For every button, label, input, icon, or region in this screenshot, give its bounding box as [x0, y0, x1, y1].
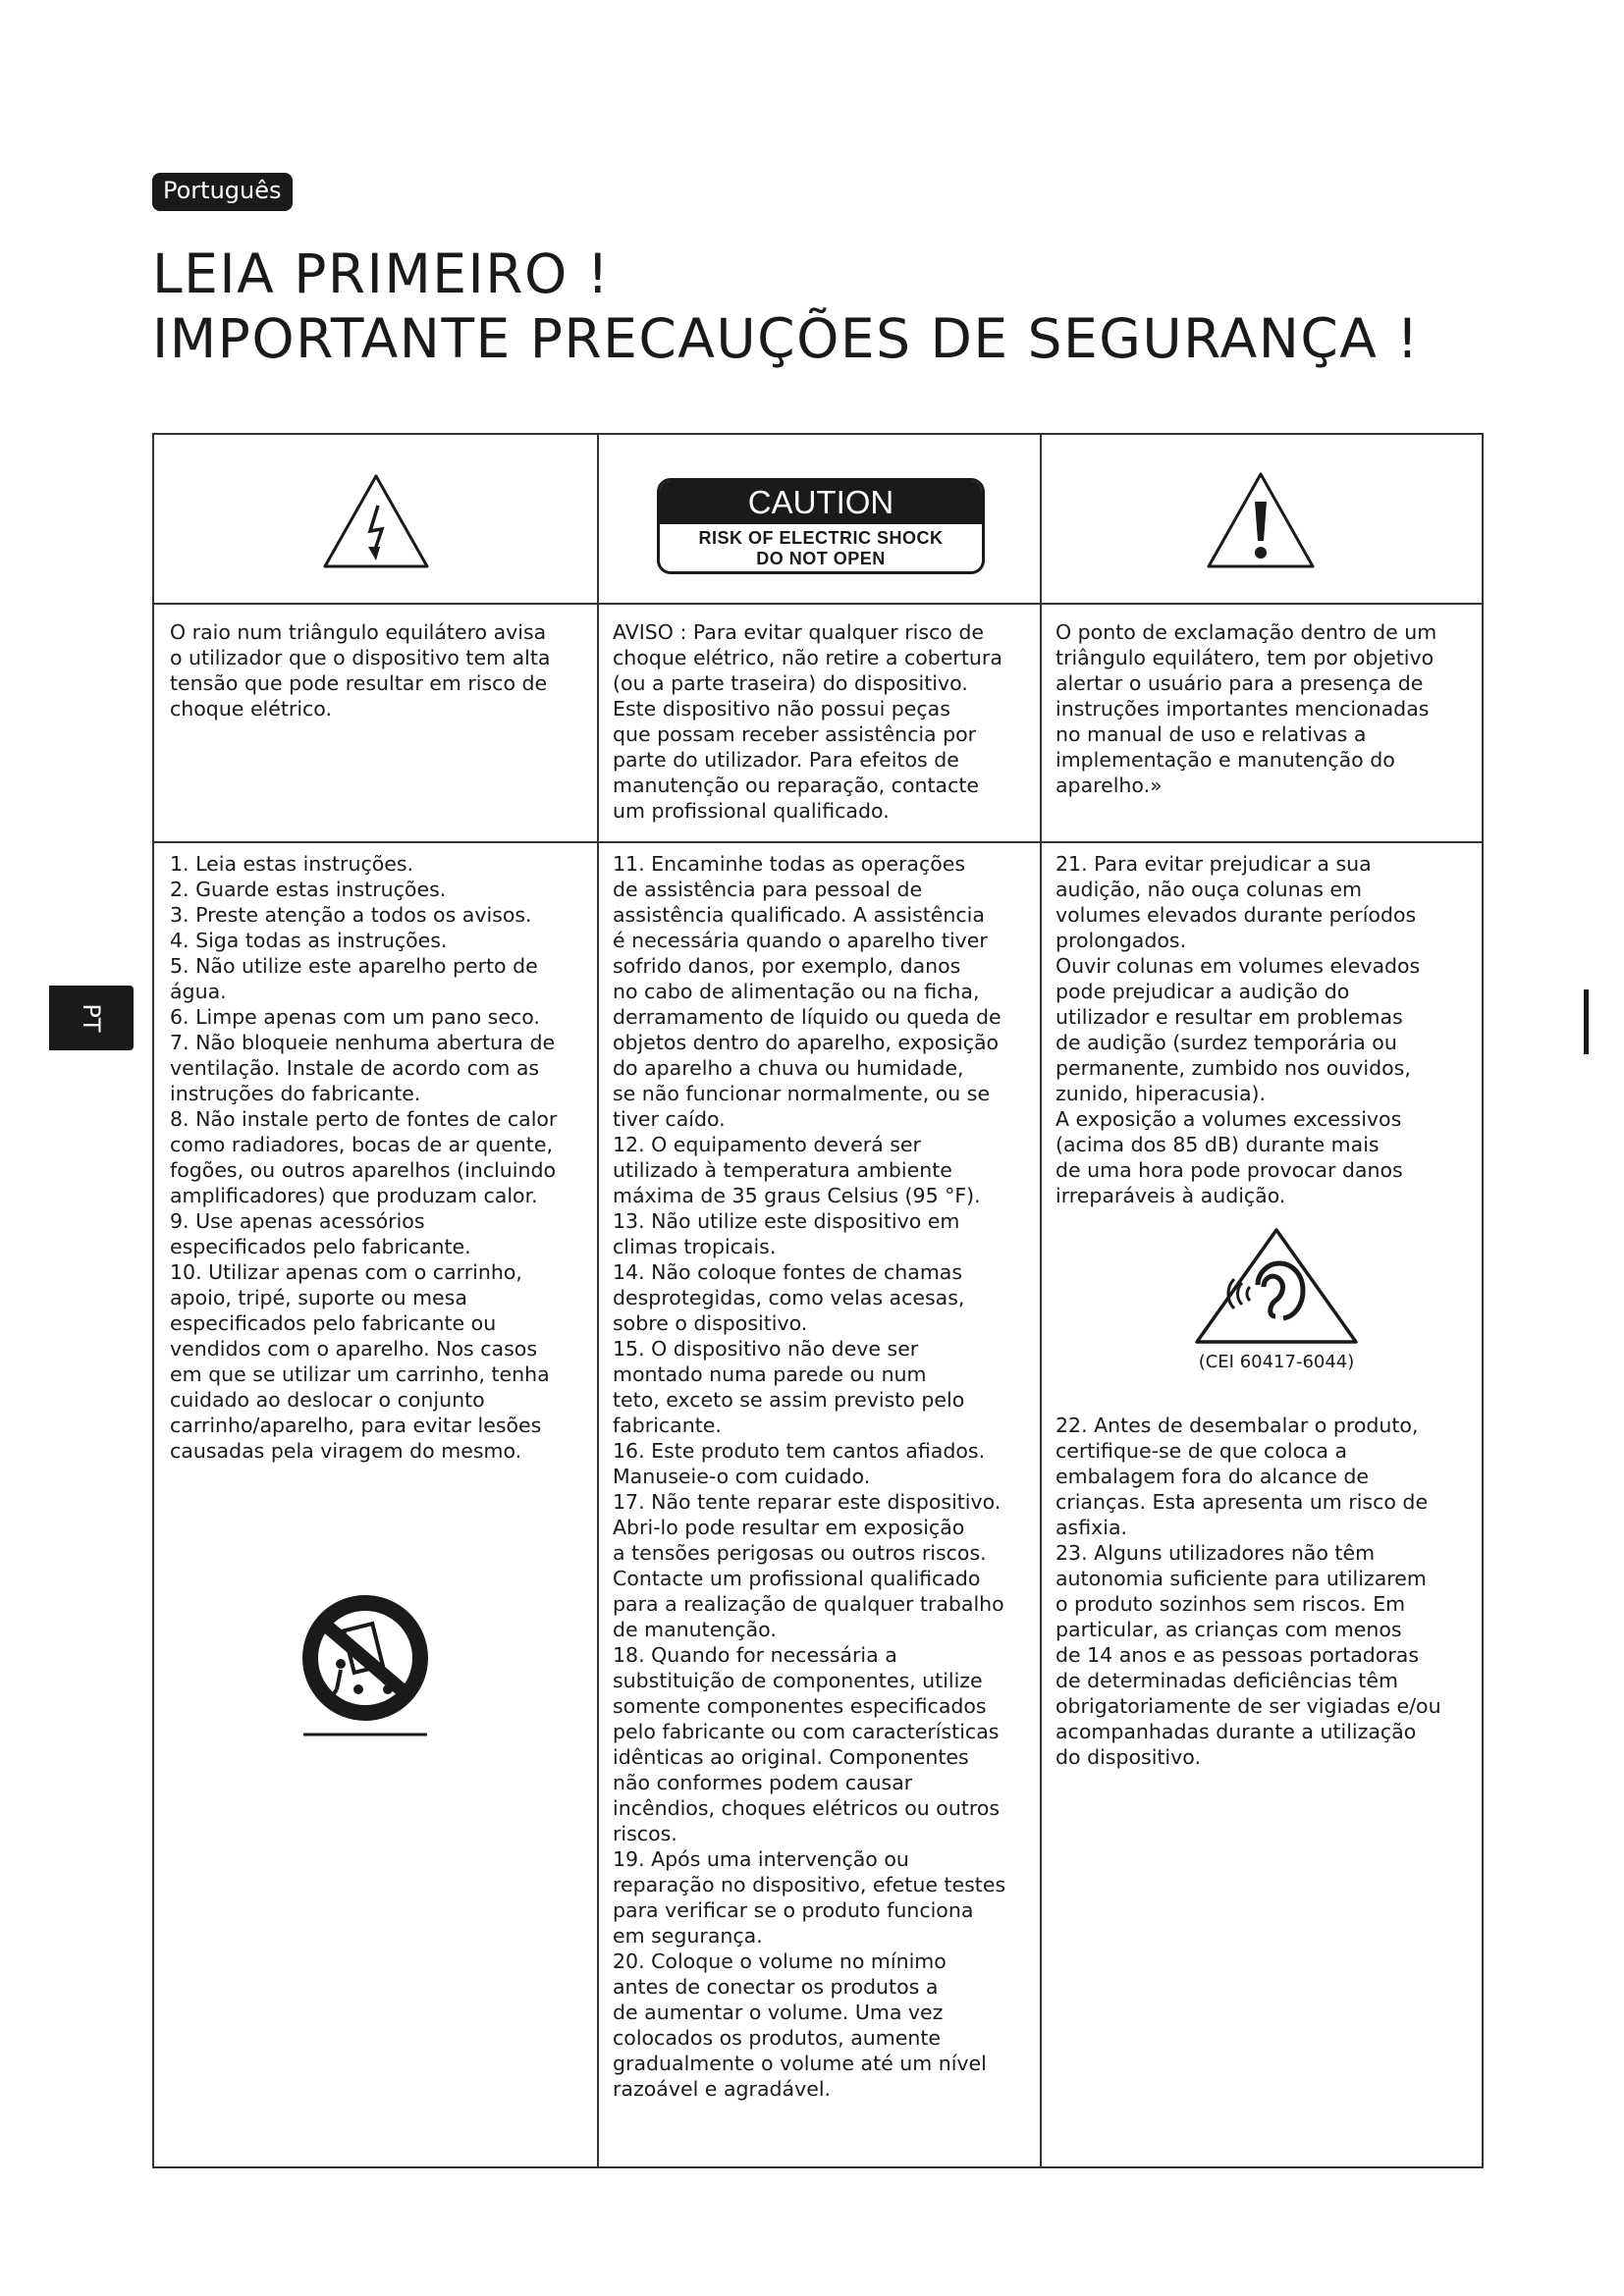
page-title-line-1: LEIA PRIMEIRO ! [152, 242, 611, 305]
instruction-line: 19. Após uma intervenção ou [613, 1847, 909, 1871]
instruction-line: certifique-se de que coloca a [1056, 1439, 1348, 1463]
instruction-line: de aumentar o volume. Uma vez [613, 2001, 944, 2024]
side-tab-label: PT [78, 1003, 105, 1033]
instruction-line: carrinho/aparelho, para evitar lesões [170, 1414, 542, 1437]
instruction-line: de uma hora pode provocar danos [1056, 1158, 1403, 1182]
instruction-line: de audição (surdez temporária ou [1056, 1031, 1397, 1054]
instruction-line: riscos. [613, 1822, 677, 1845]
language-side-tab [49, 986, 134, 1050]
instruction-line: no cabo de alimentação ou na ficha, [613, 980, 980, 1003]
description-line: triângulo equilátero, tem por objetivo [1056, 646, 1435, 669]
instruction-line: desprotegidas, como velas acesas, [613, 1286, 965, 1309]
safety-table [152, 433, 1484, 2168]
instructions-column-3-top [1040, 851, 1484, 1208]
instruction-line: amplificadores) que produzam calor. [170, 1184, 538, 1207]
instruction-line: reparação no dispositivo, efetue testes [613, 1873, 1006, 1896]
row-divider [154, 603, 1482, 605]
instruction-line: do aparelho a chuva ou humidade, [613, 1056, 964, 1080]
instruction-line: montado numa parede ou num [613, 1362, 927, 1386]
instruction-line: Contacte um profissional qualificado [613, 1567, 981, 1590]
row-divider [154, 841, 1482, 843]
instruction-line: acompanhadas durante a utilização [1056, 1720, 1417, 1743]
instruction-line: 8. Não instale perto de fontes de calor [170, 1107, 558, 1131]
instruction-line: de manutenção. [613, 1618, 777, 1641]
instruction-line: a tensões perigosas ou outros riscos. [613, 1541, 987, 1565]
description-line: parte do utilizador. Para efeitos de [613, 748, 959, 772]
instruction-line: Manuseie-o com cuidado. [613, 1465, 871, 1488]
instruction-line: climas tropicais. [613, 1235, 777, 1258]
instruction-line: cuidado ao deslocar o conjunto [170, 1388, 485, 1412]
instruction-line: prolongados. [1056, 929, 1187, 952]
instruction-line: gradualmente o volume até um nível [613, 2052, 987, 2075]
description-line: O ponto de exclamação dentro de um [1056, 620, 1437, 644]
instruction-line: tiver caído. [613, 1107, 726, 1131]
instruction-line: 23. Alguns utilizadores não têm [1056, 1541, 1376, 1565]
instruction-line: ventilação. Instale de acordo com as [170, 1056, 540, 1080]
instruction-line: causadas pela viragem do mesmo. [170, 1439, 522, 1463]
description-line: Este dispositivo não possui peças [613, 697, 950, 721]
description-line: implementação e manutenção do [1056, 748, 1395, 772]
caution-sign [657, 478, 985, 574]
description-line: instruções importantes mencionadas [1056, 697, 1430, 721]
instruction-line: utilizador e resultar em problemas [1056, 1005, 1403, 1029]
instruction-line: se não funcionar normalmente, ou se [613, 1082, 991, 1105]
instruction-line: zunido, hiperacusia). [1056, 1082, 1267, 1105]
exclamation-description [1040, 619, 1484, 798]
instruction-line: como radiadores, bocas de ar quente, [170, 1133, 553, 1156]
instruction-line: fabricante. [613, 1414, 722, 1437]
instruction-line: é necessária quando o aparelho tiver [613, 929, 988, 952]
instruction-line: sobre o dispositivo. [613, 1311, 808, 1335]
instruction-line: 22. Antes de desembalar o produto, [1056, 1414, 1419, 1437]
instruction-line: substituição de componentes, utilize [613, 1669, 983, 1692]
instruction-line: 7. Não bloqueie nenhuma abertura de [170, 1031, 556, 1054]
instruction-line: autonomia suficiente para utilizarem [1056, 1567, 1427, 1590]
instruction-line: irreparáveis à audição. [1056, 1184, 1286, 1207]
description-line: aparelho.» [1056, 774, 1163, 797]
instructions-column-1 [154, 851, 597, 1464]
instruction-line: volumes elevados durante períodos [1056, 903, 1417, 927]
instruction-line: 1. Leia estas instruções. [170, 852, 414, 876]
instruction-line: 3. Preste atenção a todos os avisos. [170, 903, 532, 927]
instruction-line: objetos dentro do aparelho, exposição [613, 1031, 1000, 1054]
lightning-description [154, 619, 597, 721]
instruction-line: para verificar se o produto funciona [613, 1898, 974, 1922]
description-line: que possam receber assistência por [613, 722, 977, 746]
instruction-line: vendidos com o aparelho. Nos casos [170, 1337, 537, 1361]
instruction-line: do dispositivo. [1056, 1745, 1201, 1769]
page-title [152, 241, 1420, 371]
instruction-line: colocados os produtos, aumente [613, 2026, 941, 2050]
instruction-line: 9. Use apenas acessórios [170, 1209, 425, 1233]
instruction-line: Abri-lo pode resultar em exposição [613, 1516, 965, 1539]
exclamation-triangle-icon [1205, 470, 1317, 570]
instruction-line: 17. Não tente reparar este dispositivo. [613, 1490, 1001, 1514]
instruction-line: de 14 anos e as pessoas portadoras [1056, 1643, 1420, 1667]
page-edge-marker [1584, 989, 1589, 1054]
instruction-line: 20. Coloque o volume no mínimo [613, 1949, 947, 1973]
instruction-line: de determinadas deficiências têm [1056, 1669, 1398, 1692]
instruction-line: 11. Encaminhe todas as operações [613, 852, 966, 876]
instructions-column-2 [597, 851, 1040, 2102]
description-line: O raio num triângulo equilátero avisa [170, 620, 547, 644]
instruction-line: em que se utilizar um carrinho, tenha [170, 1362, 550, 1386]
description-line: choque elétrico. [170, 697, 332, 721]
instruction-line: apoio, tripé, suporte ou mesa [170, 1286, 467, 1309]
instruction-line: permanente, zumbido nos ouvidos, [1056, 1056, 1411, 1080]
description-line: tensão que pode resultar em risco de [170, 671, 548, 695]
description-line: o utilizador que o dispositivo tem alta [170, 646, 551, 669]
instruction-line: Ouvir colunas em volumes elevados [1056, 954, 1421, 978]
instruction-line: especificados pelo fabricante. [170, 1235, 471, 1258]
instruction-line: audição, não ouça colunas em [1056, 878, 1363, 901]
instruction-line: especificados pelo fabricante ou [170, 1311, 497, 1335]
description-line: um profissional qualificado. [613, 799, 890, 823]
hearing-damage-icon [1193, 1226, 1360, 1346]
hearing-symbol-caption: (CEI 60417-6044) [1198, 1352, 1355, 1372]
instruction-line: somente componentes especificados [613, 1694, 987, 1718]
instruction-line: para a realização de qualquer trabalho [613, 1592, 1004, 1616]
instruction-line: idênticas ao original. Componentes [613, 1745, 969, 1769]
instruction-line: 18. Quando for necessária a [613, 1643, 897, 1667]
instruction-line: de assistência para pessoal de [613, 878, 923, 901]
description-line: (ou a parte traseira) do dispositivo. [613, 671, 968, 695]
instruction-line: 12. O equipamento deverá ser [613, 1133, 921, 1156]
instruction-line: (acima dos 85 dB) durante mais [1056, 1133, 1380, 1156]
instruction-line: máxima de 35 graus Celsius (95 °F). [613, 1184, 981, 1207]
instruction-line: razoável e agradável. [613, 2077, 832, 2101]
instruction-line: água. [170, 980, 227, 1003]
instruction-line: antes de conectar os produtos a [613, 1975, 939, 1999]
instruction-line: 13. Não utilize este dispositivo em [613, 1209, 960, 1233]
instruction-line: incêndios, choques elétricos ou outros [613, 1796, 1001, 1820]
instruction-line: fogões, ou outros aparelhos (incluindo [170, 1158, 557, 1182]
instruction-line: pelo fabricante ou com características [613, 1720, 1000, 1743]
instruction-line: embalagem fora do alcance de [1056, 1465, 1369, 1488]
instruction-line: asfixia. [1056, 1516, 1128, 1539]
instruction-line: 16. Este produto tem cantos afiados. [613, 1439, 986, 1463]
instructions-column-3-bottom [1040, 1413, 1484, 1770]
instruction-line: 6. Limpe apenas com um pano seco. [170, 1005, 540, 1029]
instruction-line: sofrido danos, por exemplo, danos [613, 954, 961, 978]
instruction-line: A exposição a volumes excessivos [1056, 1107, 1402, 1131]
language-badge: Português [152, 173, 293, 211]
instruction-line: 14. Não coloque fontes de chamas [613, 1260, 963, 1284]
instruction-line: instruções do fabricante. [170, 1082, 421, 1105]
page-title-line-2: IMPORTANTE PRECAUÇÕES DE SEGURANÇA ! [152, 307, 1420, 370]
description-line: AVISO : Para evitar qualquer risco de [613, 620, 984, 644]
cart-tip-over-warning-icon [290, 1587, 441, 1742]
caution-sign-title: CAUTION [660, 481, 982, 524]
description-line: alertar o usuário para a presença de [1056, 671, 1424, 695]
caution-sign-line-1: RISK OF ELECTRIC SHOCK [698, 528, 944, 548]
instruction-line: 2. Guarde estas instruções. [170, 878, 447, 901]
instruction-line: particular, as crianças com menos [1056, 1618, 1402, 1641]
instruction-line: derramamento de líquido ou queda de [613, 1005, 1001, 1029]
instruction-line: em segurança. [613, 1924, 763, 1948]
instruction-line: 5. Não utilize este aparelho perto de [170, 954, 538, 978]
instruction-line: 15. O dispositivo não deve ser [613, 1337, 919, 1361]
instruction-line: o produto sozinhos sem riscos. Em [1056, 1592, 1406, 1616]
lightning-triangle-icon [321, 472, 431, 570]
instruction-line: teto, exceto se assim previsto pelo [613, 1388, 965, 1412]
instruction-line: crianças. Esta apresenta um risco de [1056, 1490, 1429, 1514]
hearing-warning-symbol [1173, 1226, 1380, 1372]
instruction-line: 21. Para evitar prejudicar a sua [1056, 852, 1372, 876]
description-line: manutenção ou reparação, contacte [613, 774, 979, 797]
instruction-line: não conformes podem causar [613, 1771, 913, 1794]
description-line: no manual de uso e relativas a [1056, 722, 1367, 746]
description-line: choque elétrico, não retire a cobertura [613, 646, 1002, 669]
caution-description [597, 619, 1040, 824]
caution-sign-line-2: DO NOT OPEN [756, 549, 886, 568]
instruction-line: obrigatoriamente de ser vigiadas e/ou [1056, 1694, 1441, 1718]
instruction-line: 10. Utilizar apenas com o carrinho, [170, 1260, 522, 1284]
instruction-line: utilizado à temperatura ambiente [613, 1158, 952, 1182]
instruction-line: 4. Siga todas as instruções. [170, 929, 448, 952]
instruction-line: assistência qualificado. A assistência [613, 903, 985, 927]
instruction-line: pode prejudicar a audição do [1056, 980, 1350, 1003]
